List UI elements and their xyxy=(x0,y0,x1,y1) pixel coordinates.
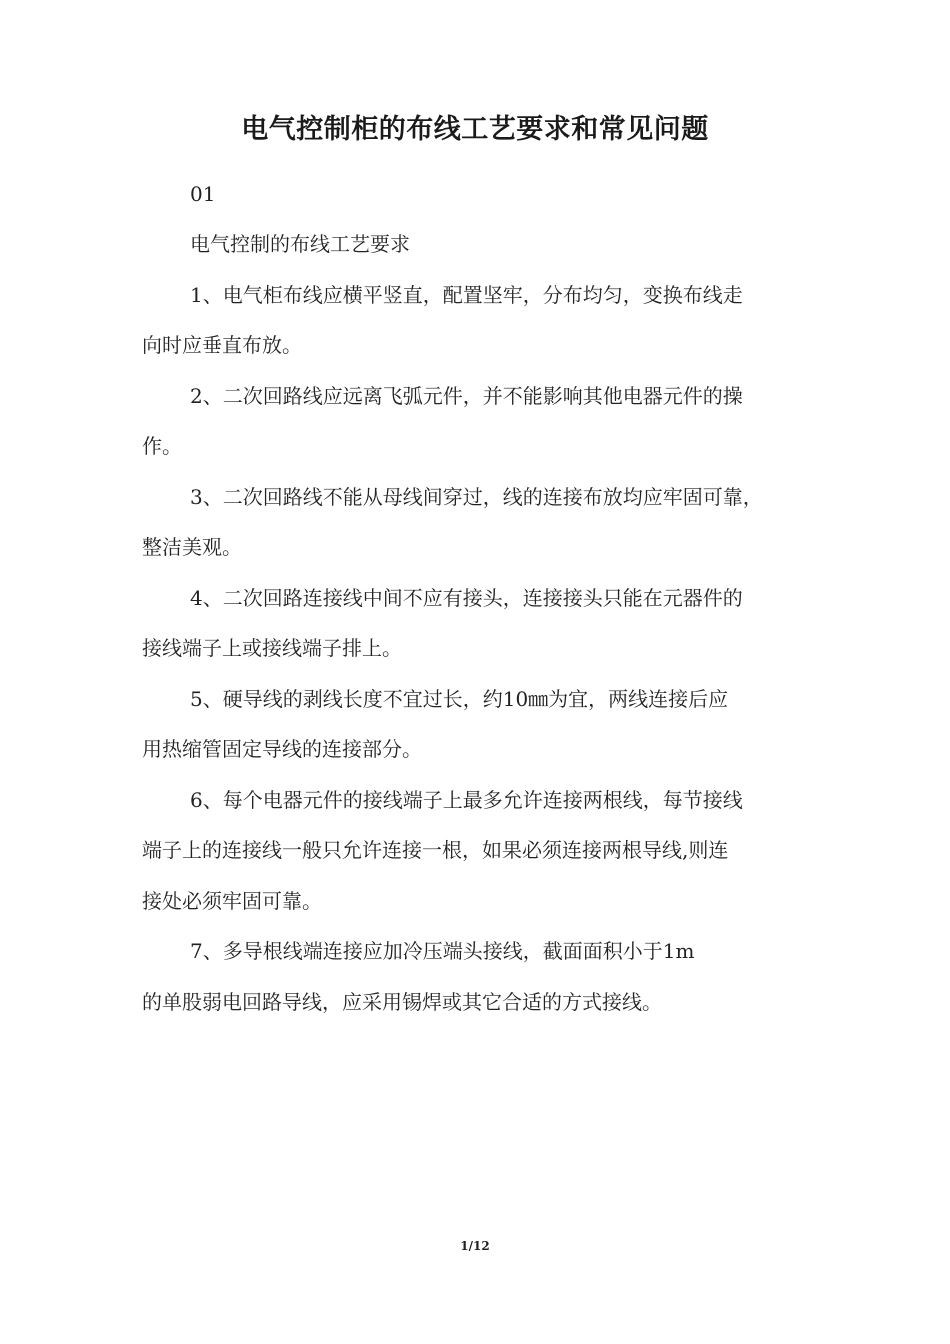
section-heading: 电气控制的布线工艺要求 xyxy=(190,232,410,256)
paragraph-line: 作。 xyxy=(142,434,182,458)
paragraph-line: 整洁美观。 xyxy=(142,535,242,559)
paragraph-line: 3、二次回路线不能从母线间穿过，线的连接布放均应牢固可靠， xyxy=(190,485,763,509)
paragraph-line: 7、多导根线端连接应加冷压端头接线，截面面积小于1m xyxy=(190,939,695,963)
paragraph-line: 2、二次回路线应远离飞弧元件，并不能影响其他电器元件的操 xyxy=(190,384,743,408)
paragraph-line: 4、二次回路连接线中间不应有接头，连接接头只能在元器件的 xyxy=(190,586,743,610)
paragraph-line: 接线端子上或接线端子排上。 xyxy=(142,636,402,660)
document-title: 电气控制柜的布线工艺要求和常见问题 xyxy=(241,114,709,145)
paragraph-line: 端子上的连接线一般只允许连接一根，如果必须连接两根导线,则连 xyxy=(142,838,729,862)
paragraph-line: 接处必须牢固可靠。 xyxy=(142,889,322,913)
paragraph-line: 用热缩管固定导线的连接部分。 xyxy=(142,737,422,761)
paragraph-line: 5、硬导线的剥线长度不宜过长，约10㎜为宜，两线连接后应 xyxy=(190,687,729,711)
paragraph-line: 1、电气柜布线应横平竖直，配置坚牢，分布均匀，变换布线走 xyxy=(190,283,743,307)
page-number: 1/12 xyxy=(460,1239,490,1253)
paragraph-line: 的单股弱电回路导线，应采用锡焊或其它合适的方式接线。 xyxy=(142,990,662,1014)
paragraph-line: 6、每个电器元件的接线端子上最多允许连接两根线，每节接线 xyxy=(190,788,743,812)
paragraph-line: 向时应垂直布放。 xyxy=(142,333,302,357)
section-number: 01 xyxy=(190,182,216,206)
